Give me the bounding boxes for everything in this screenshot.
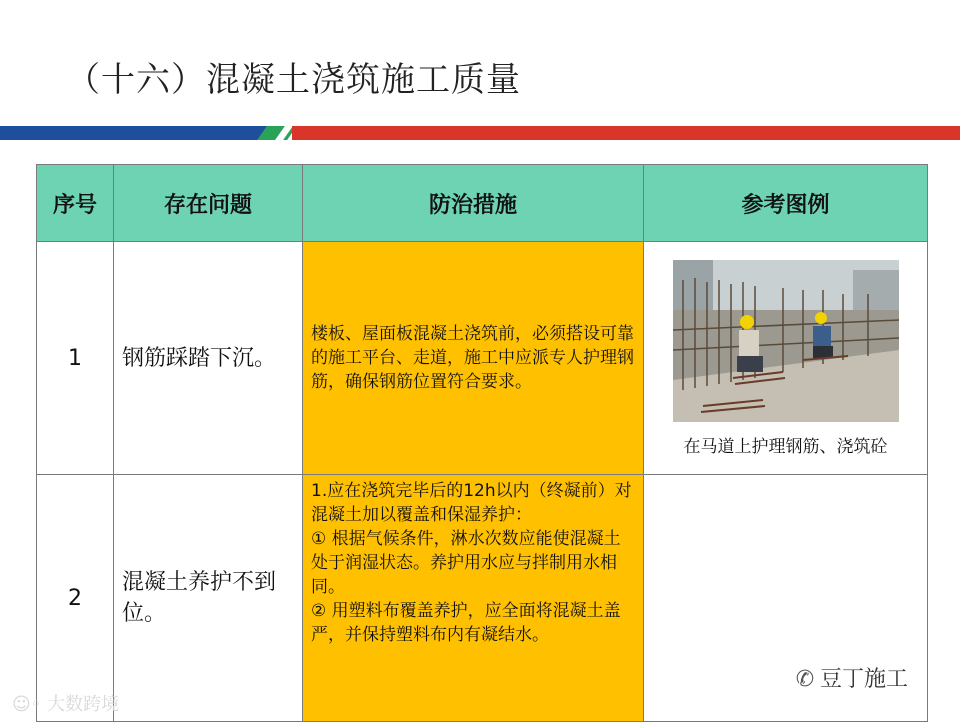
photo-caption: 在马道上护理钢筋、浇筑砼 <box>683 436 888 457</box>
table-header-row <box>37 165 928 242</box>
header-measure: 防治措施 <box>303 165 644 242</box>
measure-line: 1.应在浇筑完毕后的12h以内（终凝前）对混凝土加以覆盖和保湿养护： <box>311 481 632 525</box>
table-row <box>37 242 928 475</box>
row-number: 1 <box>37 242 114 475</box>
header-issue: 存在问题 <box>114 165 303 242</box>
row-measure <box>303 475 644 722</box>
construction-photo <box>673 260 899 422</box>
quality-table <box>36 164 928 722</box>
watermark-logo-icon: ☺◦ <box>12 694 48 715</box>
row-issue: 钢筋踩踏下沉。 <box>114 242 303 475</box>
row-reference <box>644 242 928 475</box>
row-issue: 混凝土养护不到位。 <box>114 475 303 722</box>
header-reference: 参考图例 <box>644 165 928 242</box>
measure-line: ② 用塑料布覆盖养护，应全面将混凝土盖严，并保持塑料布内有凝结水。 <box>311 601 621 645</box>
watermark-left-text: 大数跨境 <box>47 694 120 715</box>
wechat-icon: ✆ <box>795 667 815 692</box>
header-stripe <box>0 126 960 140</box>
watermark-left <box>12 690 119 716</box>
watermark-right <box>790 662 908 693</box>
slide-title: （十六）混凝土浇筑施工质量 <box>66 60 521 100</box>
watermark-right-text: 豆丁施工 <box>820 667 909 692</box>
row-measure: 楼板、屋面板混凝土浇筑前，必须搭设可靠的施工平台、走道，施工中应派专人护理钢筋，确保钢筋位置符合要求。 <box>303 242 644 475</box>
measure-line: ① 根据气候条件，淋水次数应能使混凝土处于润湿状态。养护用水应与拌制用水相同。 <box>311 529 621 597</box>
row-number: 2 <box>37 475 114 722</box>
header-number: 序号 <box>37 165 114 242</box>
